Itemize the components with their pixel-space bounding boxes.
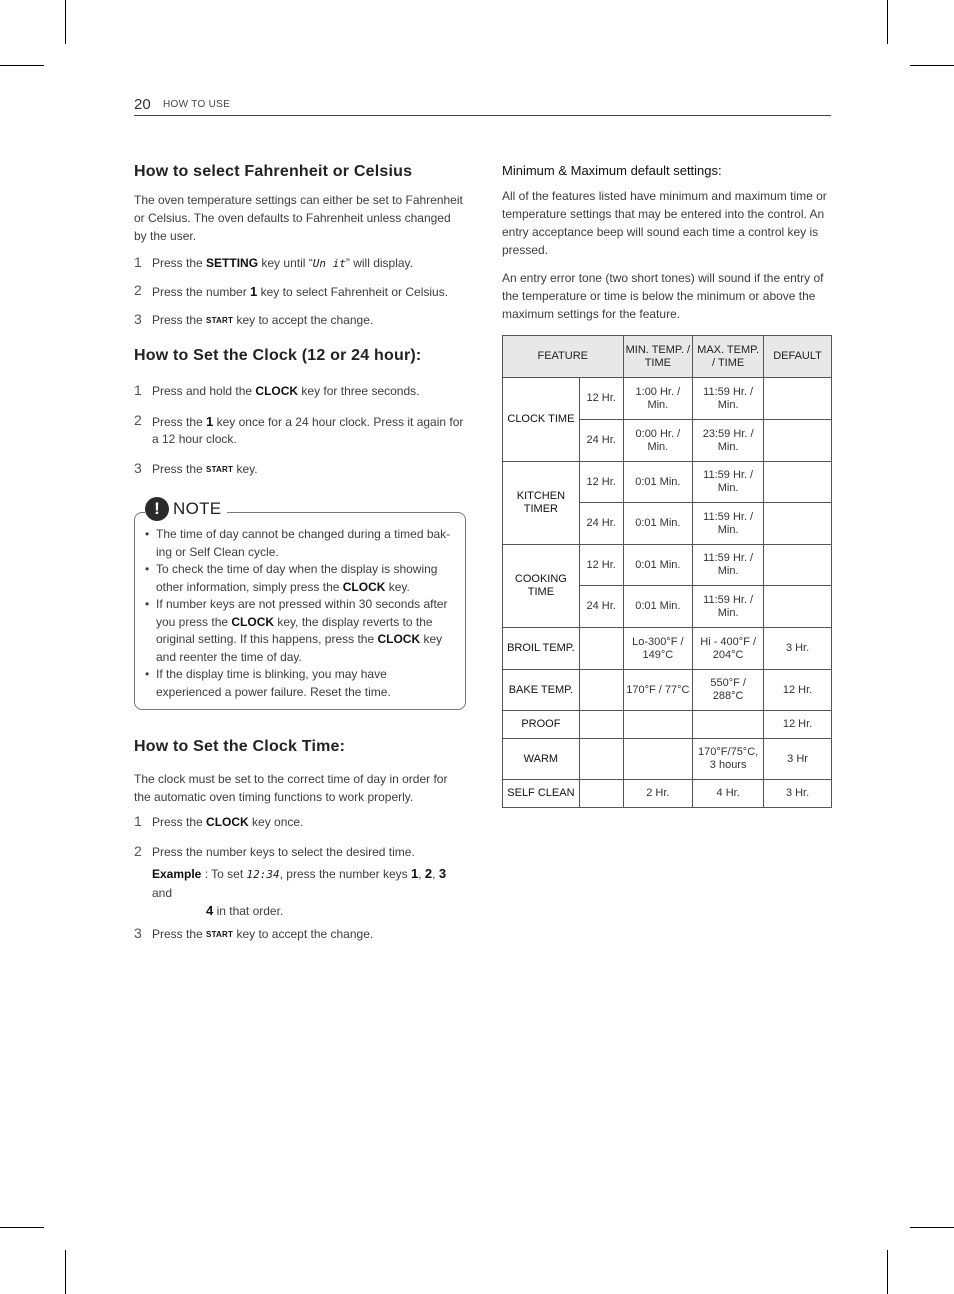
default-cell: 3 Hr. (764, 780, 832, 808)
example-fragment: in that order. (213, 904, 284, 918)
clocktime-title: How to Set the Clock Time: (134, 738, 346, 755)
default-cell (764, 545, 832, 586)
mode-cell: 12 Hr. (579, 462, 623, 503)
max-cell: 11:59 Hr. / Min. (693, 503, 764, 545)
max-cell: 23:59 Hr. / Min. (693, 420, 764, 462)
note-text: To check the time of day when the display is showing other information, simply press the (156, 562, 438, 594)
note-text: key and reenter the time of day. (156, 632, 443, 664)
max-cell: 11:59 Hr. / Min. (693, 586, 764, 628)
step-text: Press the (152, 815, 207, 829)
max-cell: 170°F/75°C, 3 hours (693, 739, 764, 780)
clock-key: CLOCK (377, 632, 421, 646)
min-cell: 0:01 Min. (623, 586, 693, 628)
max-cell (693, 711, 764, 739)
example-text (134, 865, 466, 920)
step-text: Press the (152, 462, 207, 476)
number-2-key: 2 (424, 866, 433, 881)
table-row (503, 780, 832, 808)
step-number: 2 (134, 843, 142, 859)
number-1-key: 1 (250, 284, 258, 299)
min-cell: 170°F / 77°C (623, 670, 693, 711)
table-row (503, 670, 832, 711)
clocktime-step-1 (134, 814, 466, 831)
note-item (145, 561, 455, 596)
number-1-key: 1 (206, 414, 214, 429)
default-cell (764, 462, 832, 503)
clocktime-intro: The clock must be set to the correct time of day in order for the automatic oven timing functions to work properly. (134, 772, 448, 804)
fahrenheit-intro: The oven temperature settings can either be set to Fahrenheit or Celsius. The oven defaults to Fahrenheit unless changed by the user. (134, 193, 463, 243)
clock12-title: How to Set the Clock (12 or 24 hour): (134, 347, 422, 364)
step-number: 2 (134, 282, 142, 298)
step-text: ” will display. (345, 256, 413, 270)
feature-cell: PROOF (503, 711, 580, 739)
min-cell: 0:01 Min. (623, 545, 693, 586)
clock-key: CLOCK (342, 579, 386, 594)
setting-key: SETTING (206, 256, 259, 270)
minmax-paragraph-1: All of the features listed have minimum and maximum time or temperature settings that may be entered into the control. An entry acceptance beep will sound each time a control key is pressed. (502, 189, 827, 257)
step-text: key to accept the change. (233, 927, 374, 941)
number-4-key: 4 (206, 903, 214, 918)
number-3-key: 3 (438, 866, 447, 881)
number-1-key: 1 (411, 866, 419, 881)
default-cell (764, 503, 832, 545)
note-text: If the display time is blinking, you may have experienced a power failure. Reset the time. (156, 667, 391, 699)
note-text: If number keys are not pressed within 30 seconds after you press the (156, 597, 448, 629)
start-key: START (206, 316, 234, 325)
header-min: MIN. TEMP. / TIME (623, 336, 693, 378)
table-row (503, 378, 832, 420)
mode-cell (579, 711, 623, 739)
fahrenheit-title: How to select Fahrenheit or Celsius (134, 163, 413, 180)
clock-key: CLOCK (255, 384, 299, 398)
max-cell: 11:59 Hr. / Min. (693, 462, 764, 503)
step-text: key once for a 24 hour clock. Press it again for a 12 hour clock. (152, 415, 464, 446)
note-text: key, the display reverts to the original setting. If this happens, press the (156, 614, 433, 646)
step-number: 1 (134, 254, 142, 270)
table-row (503, 711, 832, 739)
step-text: Press the (152, 256, 207, 270)
example-fragment: , press the number keys (279, 867, 412, 881)
mode-cell (579, 739, 623, 780)
feature-cell: BAKE TEMP. (503, 670, 580, 711)
step-text: key once. (248, 815, 304, 829)
min-cell: 0:01 Min. (623, 462, 693, 503)
default-cell (764, 586, 832, 628)
crop-mark (65, 0, 66, 44)
step-text: key. (233, 462, 258, 476)
mode-cell (579, 670, 623, 711)
table-row (503, 739, 832, 780)
mode-cell (579, 628, 623, 670)
feature-cell: KITCHEN TIMER (503, 462, 580, 545)
clock-key: CLOCK (206, 815, 249, 829)
note-list (145, 526, 455, 701)
max-cell: 11:59 Hr. / Min. (693, 545, 764, 586)
example-label: Example (152, 867, 202, 881)
minmax-paragraph-2: An entry error tone (two short tones) will sound if the entry of the temperature or time is below the minimum or above the maximum settings for the feature. (502, 271, 824, 321)
clock12-step-2 (134, 413, 466, 448)
table-header-row (503, 336, 832, 378)
mode-cell: 24 Hr. (579, 586, 623, 628)
note-item (145, 666, 455, 701)
crop-mark (0, 65, 44, 66)
display-readout: 12:34 (246, 868, 280, 881)
max-cell: Hi - 400°F / 204°C (693, 628, 764, 670)
start-key: START (206, 465, 234, 474)
step-number: 1 (134, 382, 142, 398)
default-cell (764, 420, 832, 462)
clocktime-step-3 (134, 926, 466, 943)
default-cell (764, 378, 832, 420)
min-cell: 0:00 Hr. / Min. (623, 420, 693, 462)
step-number: 1 (134, 813, 142, 829)
mode-cell: 24 Hr. (579, 503, 623, 545)
feature-cell: WARM (503, 739, 580, 780)
example-fragment: , (418, 867, 425, 881)
note-item (145, 526, 455, 561)
crop-mark (887, 0, 888, 44)
crop-mark (910, 1227, 954, 1228)
max-cell: 4 Hr. (693, 780, 764, 808)
min-cell (623, 711, 693, 739)
mode-cell: 24 Hr. (579, 420, 623, 462)
default-cell: 3 Hr. (764, 628, 832, 670)
crop-mark (65, 1250, 66, 1294)
step-text: Press and hold the (152, 384, 256, 398)
step-number: 3 (134, 925, 142, 941)
example-fragment: and (152, 886, 173, 900)
step-text: key to accept the change. (233, 313, 374, 327)
mode-cell (579, 780, 623, 808)
note-title (145, 497, 227, 521)
feature-cell: BROIL TEMP. (503, 628, 580, 670)
step-text: Press the (152, 415, 207, 429)
page-number: 20 (134, 96, 151, 113)
default-cell: 12 Hr. (764, 711, 832, 739)
fahrenheit-step-1 (134, 255, 466, 272)
right-column (502, 163, 832, 808)
step-text: Press the (152, 313, 207, 327)
clock12-step-3 (134, 461, 466, 478)
step-text: key to select Fahrenheit or Celsius. (257, 285, 449, 299)
example-fragment: , (432, 867, 439, 881)
clock12-step-1 (134, 383, 466, 400)
header-default: DEFAULT (764, 336, 832, 378)
settings-table (502, 335, 832, 808)
clock-key: CLOCK (231, 614, 275, 629)
example-fragment: : To set (201, 867, 247, 881)
table-row (503, 462, 832, 503)
page-header (134, 96, 831, 116)
step-text: Press the (152, 927, 207, 941)
step-number: 3 (134, 311, 142, 327)
min-cell: 1:00 Hr. / Min. (623, 378, 693, 420)
feature-cell: CLOCK TIME (503, 378, 580, 462)
crop-mark (0, 1227, 44, 1228)
min-cell: Lo-300°F / 149°C (623, 628, 693, 670)
feature-cell: SELF CLEAN (503, 780, 580, 808)
header-max: MAX. TEMP. / TIME (693, 336, 764, 378)
fahrenheit-step-2 (134, 283, 466, 301)
note-label: NOTE (173, 499, 222, 518)
min-cell: 0:01 Min. (623, 503, 693, 545)
mode-cell: 12 Hr. (579, 378, 623, 420)
fahrenheit-step-3 (134, 312, 466, 329)
feature-cell: COOKING TIME (503, 545, 580, 628)
note-text: The time of day cannot be changed during a timed bak-ing or Self Clean cycle. (156, 527, 451, 559)
section-label: HOW TO USE (163, 99, 231, 110)
step-text: Press the number (152, 285, 251, 299)
crop-mark (910, 65, 954, 66)
min-cell (623, 739, 693, 780)
table-row (503, 628, 832, 670)
default-cell: 12 Hr. (764, 670, 832, 711)
start-key: START (206, 930, 234, 939)
note-box (134, 499, 466, 710)
note-item (145, 596, 455, 666)
header-feature: FEATURE (503, 336, 624, 378)
max-cell: 550°F / 288°C (693, 670, 764, 711)
left-column (134, 163, 466, 954)
step-number: 2 (134, 412, 142, 428)
exclamation-icon: ! (145, 497, 169, 521)
step-text: key until “ (258, 256, 313, 270)
note-text: key. (385, 579, 410, 594)
clocktime-step-2 (134, 844, 466, 861)
max-cell: 11:59 Hr. / Min. (693, 378, 764, 420)
min-cell: 2 Hr. (623, 780, 693, 808)
step-number: 3 (134, 460, 142, 476)
minmax-title: Minimum & Maximum default settings: (502, 163, 722, 178)
display-readout: Un it (312, 257, 346, 270)
step-text: key for three seconds. (298, 384, 420, 398)
crop-mark (887, 1250, 888, 1294)
mode-cell: 12 Hr. (579, 545, 623, 586)
step-text: Press the number keys to select the desired time. (152, 845, 415, 859)
default-cell: 3 Hr (764, 739, 832, 780)
table-row (503, 545, 832, 586)
